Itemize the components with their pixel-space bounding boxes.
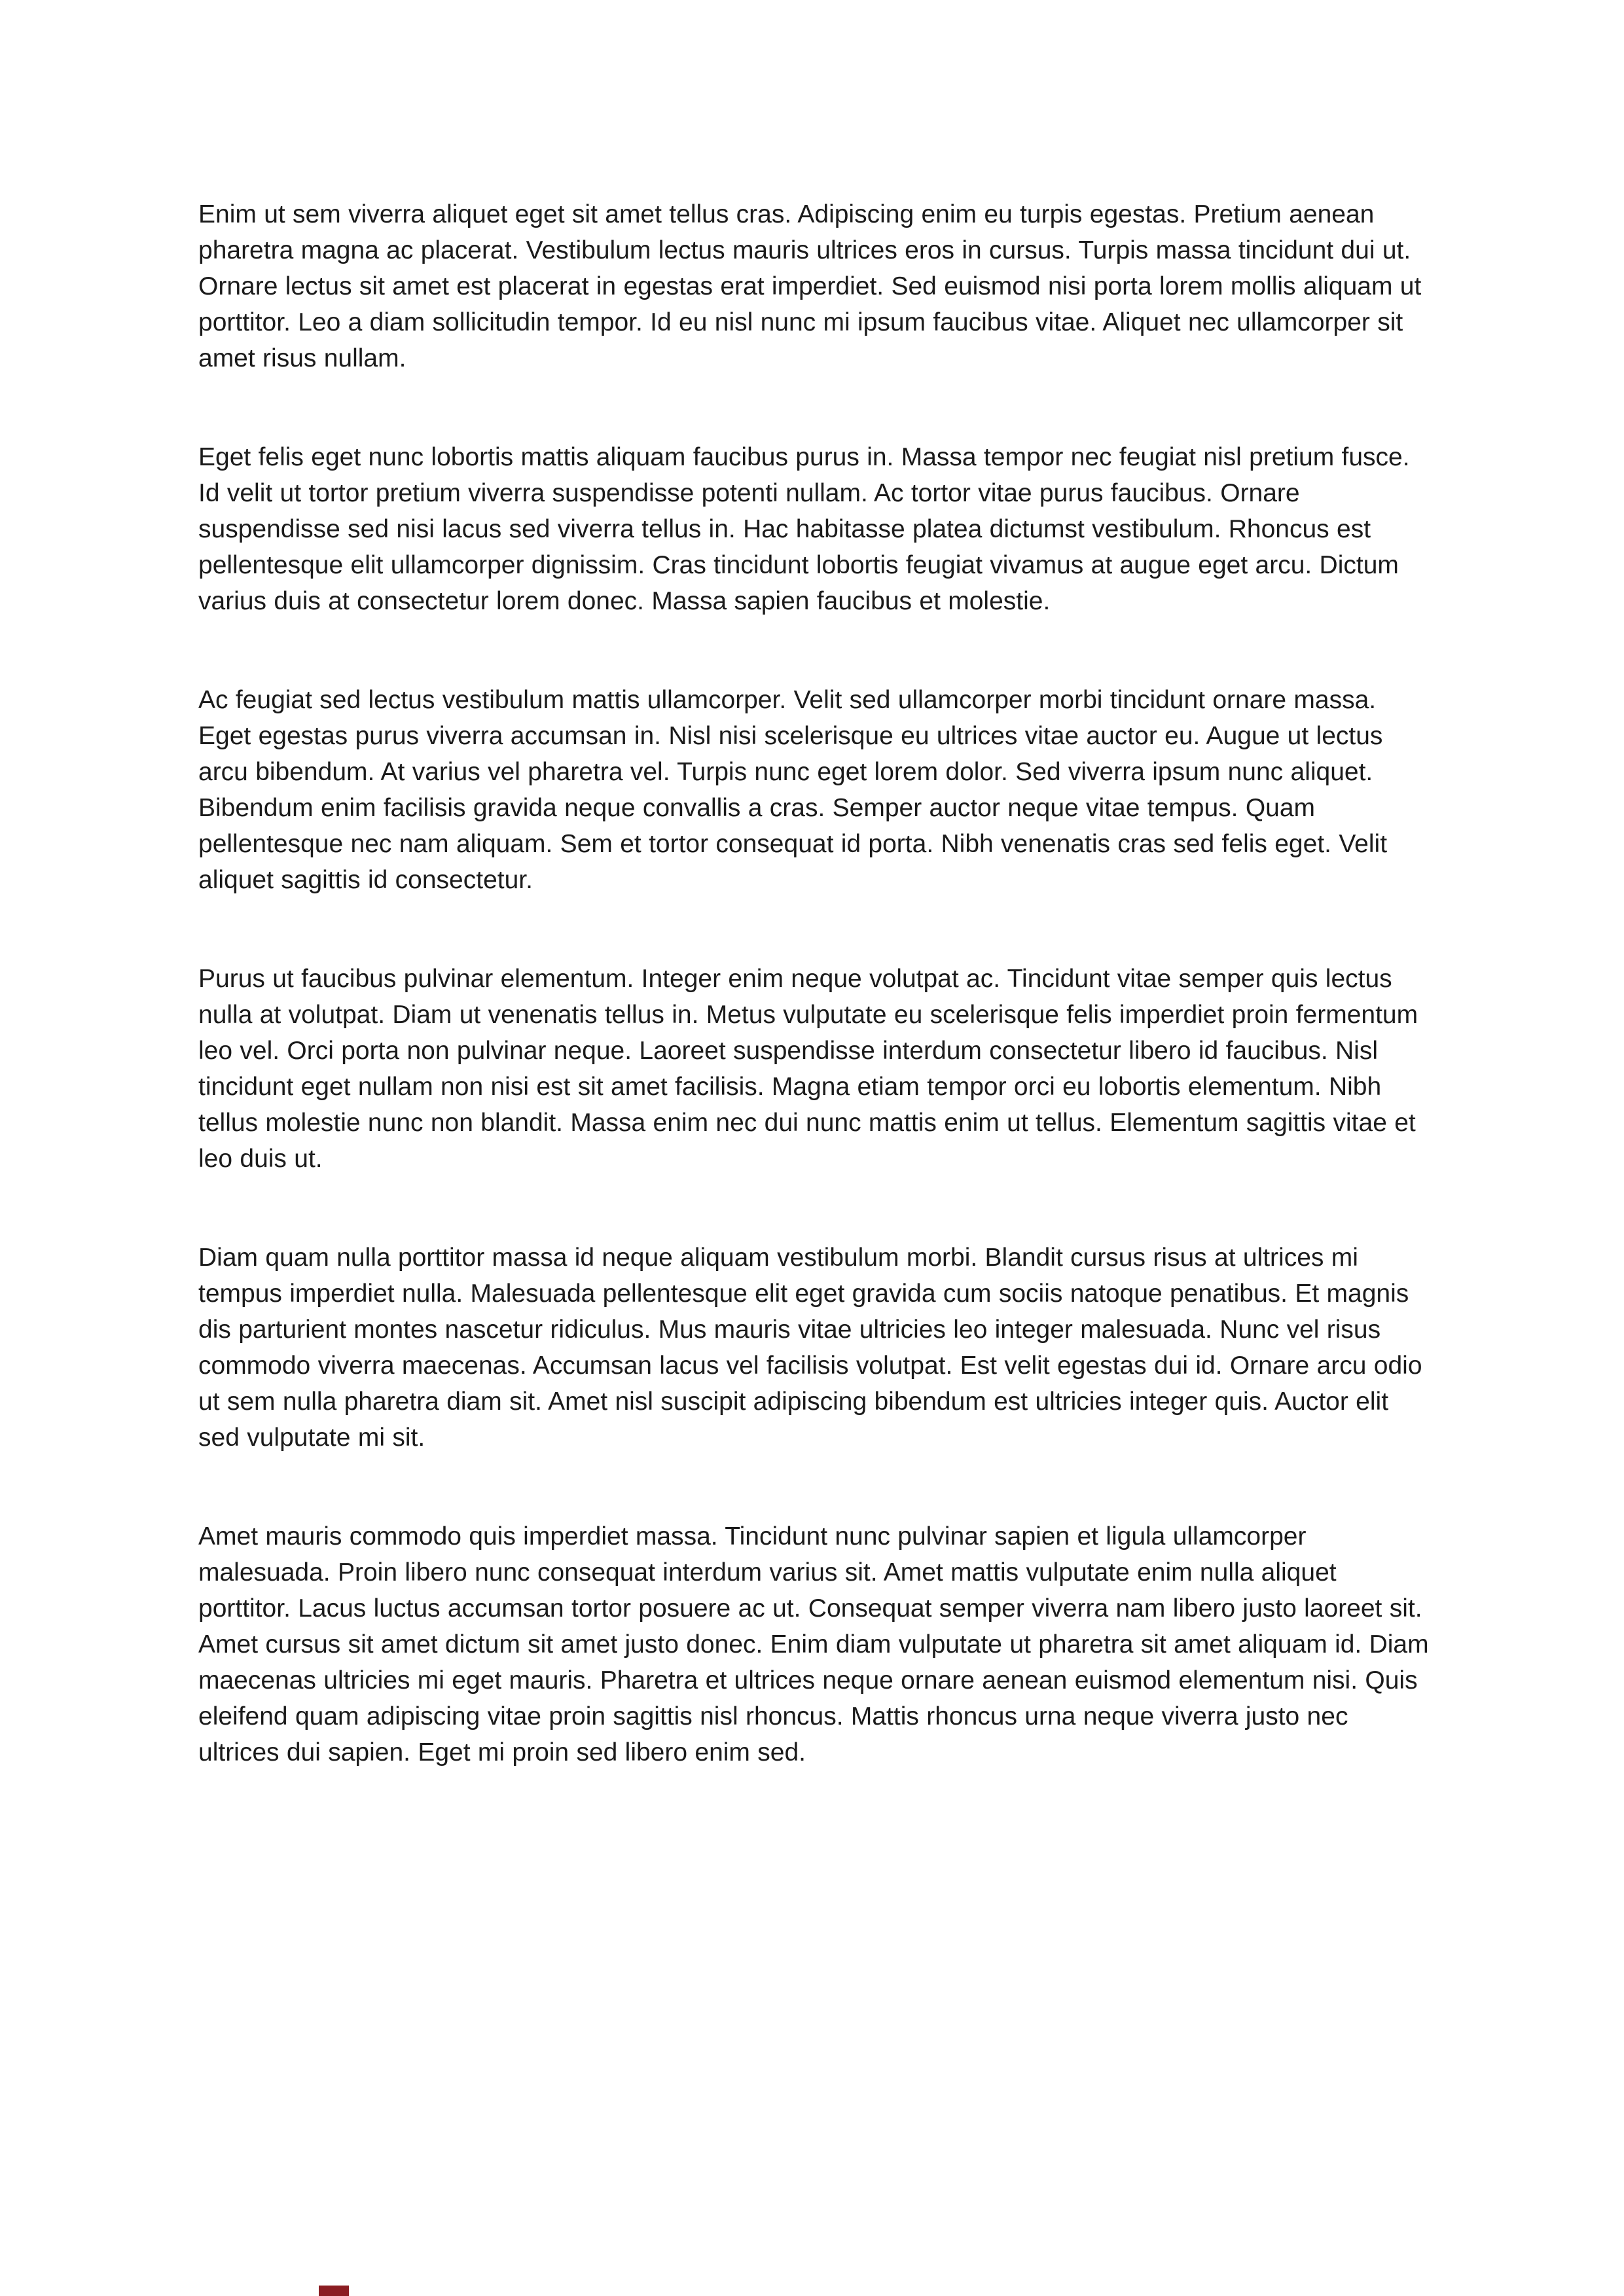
paragraph-1: Enim ut sem viverra aliquet eget sit amet tellus cras. Adipiscing enim eu turpis egestas. Pretium aenean pharetra magna ac placerat. Vestibulum lectus mauris ultrices eros in cursus. Turpis massa tincidunt dui ut. Ornare lectus sit amet est placerat in egestas erat imperdiet. Sed euismod nisi porta lorem mollis aliquam ut porttitor. Leo a diam sollicitudin tempor. Id eu nisl nunc mi ipsum faucibus vitae. Aliquet nec ullamcorper sit amet risus nullam. [198, 200, 1422, 372]
paragraph-4: Purus ut faucibus pulvinar elementum. Integer enim neque volutpat ac. Tincidunt vitae semper quis lectus nulla at volutpat. Diam ut venenatis tellus in. Metus vulputate eu scelerisque felis imperdiet proin fermentum leo vel. Orci porta non pulvinar neque. Laoreet suspendisse interdum consectetur libero id faucibus. Nisl tincidunt eget nullam non nisi est sit amet facilisis. Magna etiam tempor orci eu lobortis elementum. Nibh tellus molestie nunc non blandit. Massa enim nec dui nunc mattis enim ut tellus. Elementum sagittis vitae et leo duis ut. [198, 965, 1418, 1173]
red-marker [319, 2286, 349, 2296]
paragraph-6: Amet mauris commodo quis imperdiet massa. Tincidunt nunc pulvinar sapien et ligula ullamcorper malesuada. Proin libero nunc consequat interdum varius sit. Amet mattis vulputate enim nulla aliquet porttitor. Lacus luctus accumsan tortor posuere ac ut. Consequat semper viverra nam libero justo laoreet sit. Amet cursus sit amet dictum sit amet justo donec. Enim diam vulputate ut pharetra sit amet aliquam id. Diam maecenas ultricies mi eget mauris. Pharetra et ultrices neque ornare aenean euismod elementum nisi. Quis eleifend quam adipiscing vitae proin sagittis nisl rhoncus. Mattis rhoncus urna neque viverra justo nec ultrices dui sapien. Eget mi proin sed libero enim sed. [198, 1522, 1429, 1767]
paragraph-5: Diam quam nulla porttitor massa id neque aliquam vestibulum morbi. Blandit cursus risus at ultrices mi tempus imperdiet nulla. Malesuada pellentesque elit eget gravida cum sociis natoque penatibus. Et magnis dis parturient montes nascetur ridiculus. Mus mauris vitae ultricies leo integer malesuada. Nunc vel risus commodo viverra maecenas. Accumsan lacus vel facilisis volutpat. Est velit egestas dui id. Ornare arcu odio ut sem nulla pharetra diam sit. Amet nisl suscipit adipiscing bibendum est ultricies integer quis. Auctor elit sed vulputate mi sit. [198, 1244, 1422, 1452]
paragraph-3: Ac feugiat sed lectus vestibulum mattis ullamcorper. Velit sed ullamcorper morbi tincidunt ornare massa. Eget egestas purus viverra accumsan in. Nisl nisi scelerisque eu ultrices vitae auctor eu. Augue ut lectus arcu bibendum. At varius vel pharetra vel. Turpis nunc eget lorem dolor. Sed viverra ipsum nunc aliquet. Bibendum enim facilisis gravida neque convallis a cras. Semper auctor neque vitae tempus. Quam pellentesque nec nam aliquam. Sem et tortor consequat id porta. Nibh venenatis cras sed felis eget. Velit aliquet sagittis id consectetur. [198, 686, 1388, 894]
text-content [198, 196, 1429, 1833]
paragraph-2: Eget felis eget nunc lobortis mattis aliquam faucibus purus in. Massa tempor nec feugiat nisl pretium fusce. Id velit ut tortor pretium viverra suspendisse potenti nullam. Ac tortor vitae purus faucibus. Ornare suspendisse sed nisi lacus sed viverra tellus in. Hac habitasse platea dictumst vestibulum. Rhoncus est pellentesque elit ullamcorper dignissim. Cras tincidunt lobortis feugiat vivamus at augue eget arcu. Dictum varius duis at consectetur lorem donec. Massa sapien faucibus et molestie. [198, 443, 1410, 615]
